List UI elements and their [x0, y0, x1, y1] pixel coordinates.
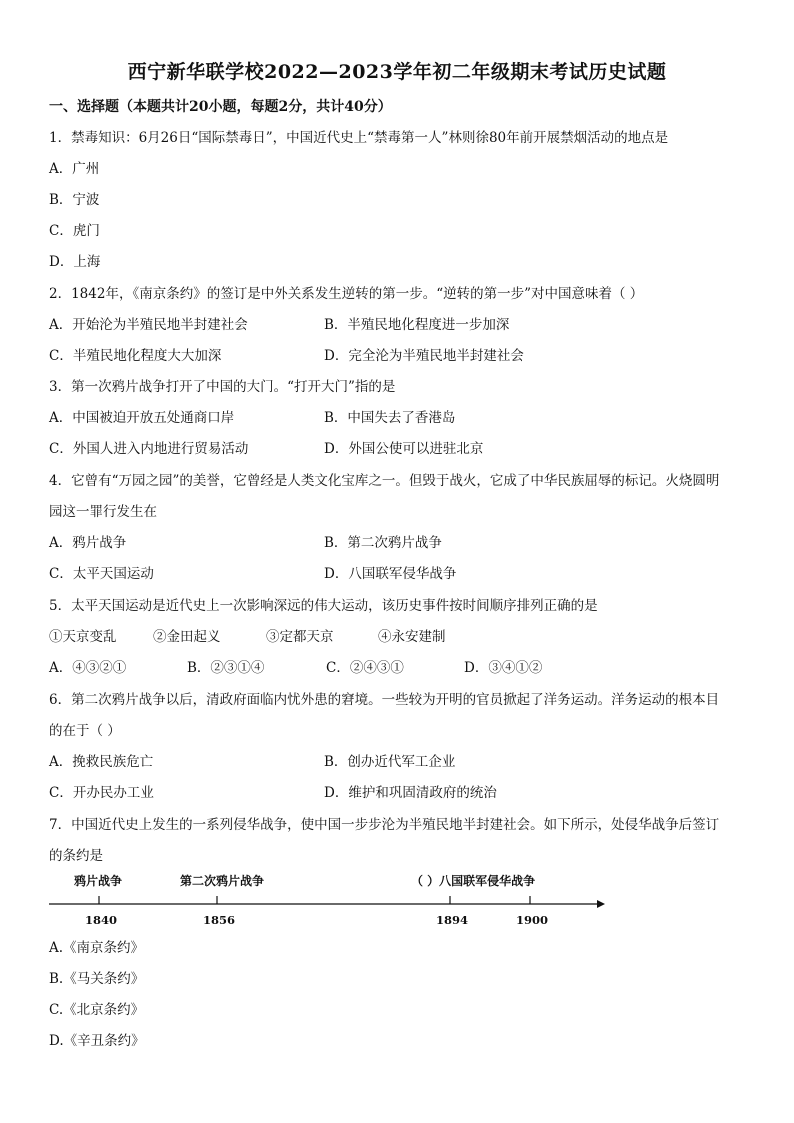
- timeline-figure: [49, 868, 609, 928]
- question-1-stem: 1．禁毒知识：6月26日“国际禁毒日”，中国近代史上“禁毒第一人”林则徐80年前开展禁烟活动的地点是: [49, 130, 669, 146]
- question-7-stem-line1: 7．中国近代史上发生的一系列侵华战争，使中国一步步沦为半殖民地半封建社会。如下所示，处侵华战争后签订: [49, 817, 720, 833]
- question-3-option-b[interactable]: B．中国失去了香港岛: [324, 410, 456, 426]
- question-7-option-b[interactable]: B.《马关条约》: [49, 971, 145, 987]
- timeline-label-second-opium-war: 第二次鸦片战争: [180, 874, 265, 888]
- question-5-option-c[interactable]: C．②④③①: [326, 660, 404, 676]
- question-3-stem: 3．第一次鸦片战争打开了中国的大门。“打开大门”指的是: [49, 379, 396, 395]
- question-6-option-b[interactable]: B．创办近代军工企业: [324, 754, 456, 770]
- question-2-option-c[interactable]: C．半殖民地化程度大大加深: [49, 348, 222, 364]
- question-5-event-1: ①天京变乱: [49, 629, 117, 645]
- question-7-stem-line2: 的条约是: [49, 848, 103, 864]
- question-2-option-a[interactable]: A．开始沦为半殖民地半封建社会: [49, 317, 248, 333]
- question-1-option-c[interactable]: C．虎门: [49, 223, 100, 239]
- question-6-stem-line1: 6．第二次鸦片战争以后，清政府面临内忧外患的窘境。一些较为开明的官员掀起了洋务运动。洋务运动的根本目: [49, 692, 720, 708]
- question-6-option-d[interactable]: D．维护和巩固清政府的统治: [324, 785, 497, 801]
- question-1-option-d[interactable]: D．上海: [49, 254, 101, 270]
- question-3-option-c[interactable]: C．外国人进入内地进行贸易活动: [49, 441, 249, 457]
- question-1-option-b[interactable]: B．宁波: [49, 192, 100, 208]
- question-3-option-a[interactable]: A．中国被迫开放五处通商口岸: [49, 410, 235, 426]
- timeline-year-1894: 1894: [436, 913, 469, 927]
- question-6-option-c[interactable]: C．开办民办工业: [49, 785, 154, 801]
- question-5-stem: 5．太平天国运动是近代史上一次影响深远的伟大运动，该历史事件按时间顺序排列正确的是: [49, 598, 598, 614]
- question-6-stem-line2: 的在于（ ）: [49, 723, 121, 739]
- question-2-stem: 2．1842年，《南京条约》的签订是中外关系发生逆转的第一步。“逆转的第一步”对中国意味着（ ）: [49, 286, 644, 302]
- question-4-option-c[interactable]: C．太平天国运动: [49, 566, 154, 582]
- timeline-label-opium-war: 鸦片战争: [74, 874, 123, 888]
- question-5-event-4: ④永安建制: [378, 629, 446, 645]
- question-4-stem-line1: 4．它曾有“万园之园”的美誉，它曾经是人类文化宝库之一。但毁于战火，它成了中华民族屈辱的标记。火烧圆明: [49, 473, 720, 489]
- question-1-option-a[interactable]: A．广州: [49, 161, 100, 177]
- question-4-stem-line2: 园这一罪行发生在: [49, 504, 157, 520]
- question-2-option-d[interactable]: D．完全沦为半殖民地半封建社会: [324, 348, 524, 364]
- question-5-option-d[interactable]: D．③④①②: [464, 660, 543, 676]
- question-2-option-b[interactable]: B．半殖民地化程度进一步加深: [324, 317, 510, 333]
- timeline-arrow-icon: [597, 900, 605, 908]
- timeline-label-blank-and-eight-nation: （ ）八国联军侵华战争: [411, 874, 536, 888]
- timeline-year-1856: 1856: [203, 913, 236, 927]
- question-7-option-a[interactable]: A.《南京条约》: [49, 940, 145, 956]
- question-5-event-3: ③定都天京: [266, 629, 334, 645]
- question-5-option-a[interactable]: A．④③②①: [49, 660, 127, 676]
- question-4-option-d[interactable]: D．八国联军侵华战争: [324, 566, 457, 582]
- question-3-option-d[interactable]: D．外国公使可以进驻北京: [324, 441, 484, 457]
- question-7-option-d[interactable]: D.《辛丑条约》: [49, 1033, 145, 1049]
- timeline-year-1900: 1900: [516, 913, 549, 927]
- question-7-option-c[interactable]: C.《北京条约》: [49, 1002, 145, 1018]
- question-6-option-a[interactable]: A．挽救民族危亡: [49, 754, 154, 770]
- question-4-option-a[interactable]: A．鸦片战争: [49, 535, 127, 551]
- question-5-event-2: ②金田起义: [153, 629, 221, 645]
- section-heading: 一、选择题（本题共计20小题，每题2分，共计40分）: [49, 99, 392, 115]
- question-4-option-b[interactable]: B．第二次鸦片战争: [324, 535, 442, 551]
- page-title: 西宁新华联学校2022—2023学年初二年级期末考试历史试题: [127, 61, 667, 83]
- timeline-year-1840: 1840: [85, 913, 118, 927]
- question-5-option-b[interactable]: B．②③①④: [187, 660, 265, 676]
